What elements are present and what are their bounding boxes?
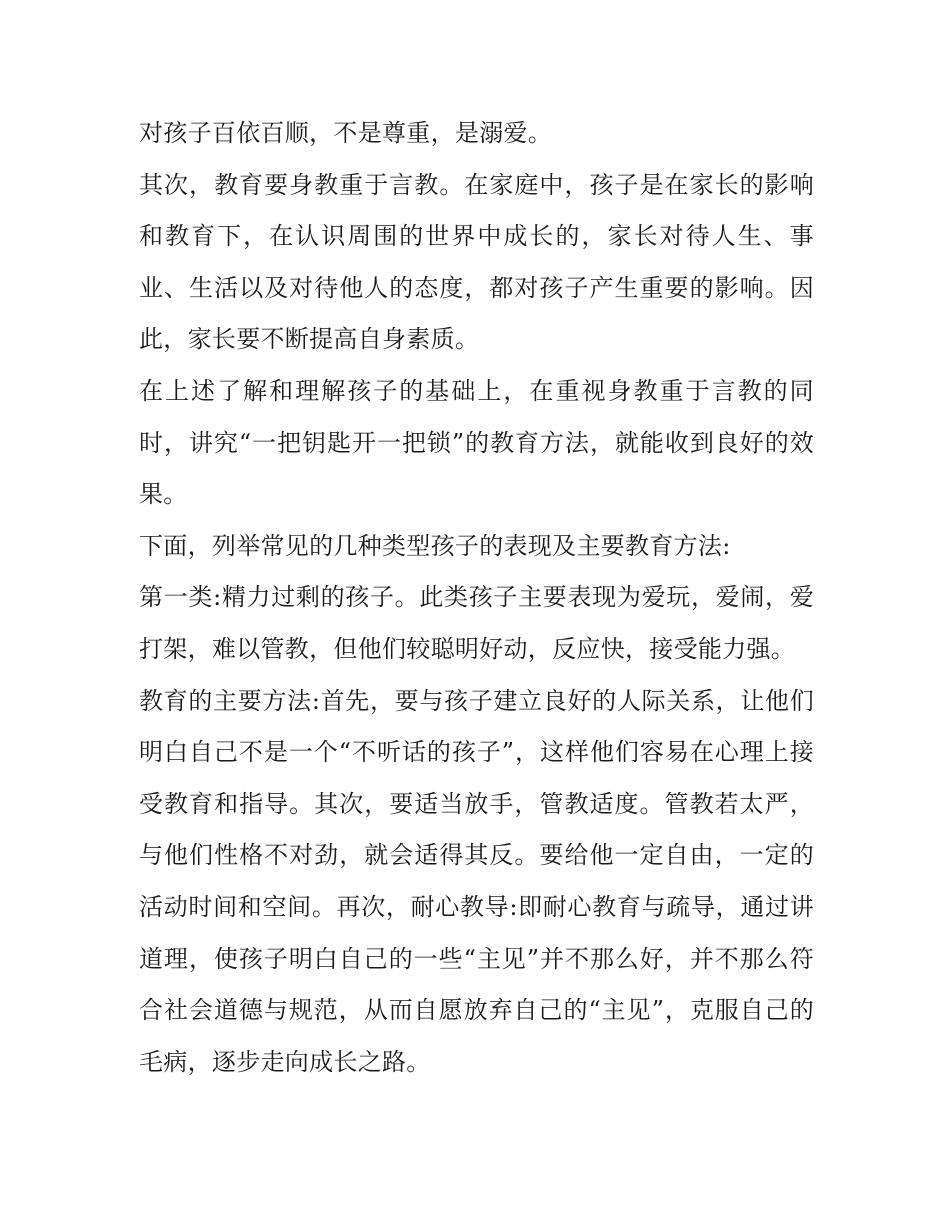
paragraph-one-key-one-lock: 在上述了解和理解孩子的基础上，在重视身教重于言教的同时，讲究“一把钥匙开一把锁”的教育方法，就能收到良好的效果。 [139,376,814,509]
paragraph-lead-by-example: 其次，教育要身教重于言教。在家庭中，孩子是在家长的影响和教育下，在认识周围的世界中成长的，家长对待人生、事业、生活以及对待他人的态度，都对孩子产生重要的影响。因此，家长要不断提高自身素质。 [139,170,814,354]
paragraph-types-intro: 下面，列举常见的几种类型孩子的表现及主要教育方法: [139,531,731,560]
paragraph-main-methods: 教育的主要方法:首先，要与孩子建立良好的人际关系，让他们明白自己不是一个“不听话的孩子”，这样他们容易在心理上接受教育和指导。其次，要适当放手，管教适度。管教若太严，与他们性格不对劲，就会适得其反。要给他一定自由，一定的活动时间和空间。再次，耐心教导:即耐心教育与疏导，通过讲道理，使孩子明白自己的一些“主见”并不那么好，并不那么符合社会道德与规范，从而自愿放弃自己的“主见”，克服自己的毛病，逐步走向成长之路。 [139,686,814,1076]
paragraph-spoiling: 对孩子百依百顺，不是尊重，是溺爱。 [139,119,553,147]
paragraph-type-one: 第一类:精力过剩的孩子。此类孩子主要表现为爱玩，爱闹，爱打架，难以管教，但他们较聪明好动，反应快，接受能力强。 [139,583,814,663]
document-body [139,108,814,1088]
